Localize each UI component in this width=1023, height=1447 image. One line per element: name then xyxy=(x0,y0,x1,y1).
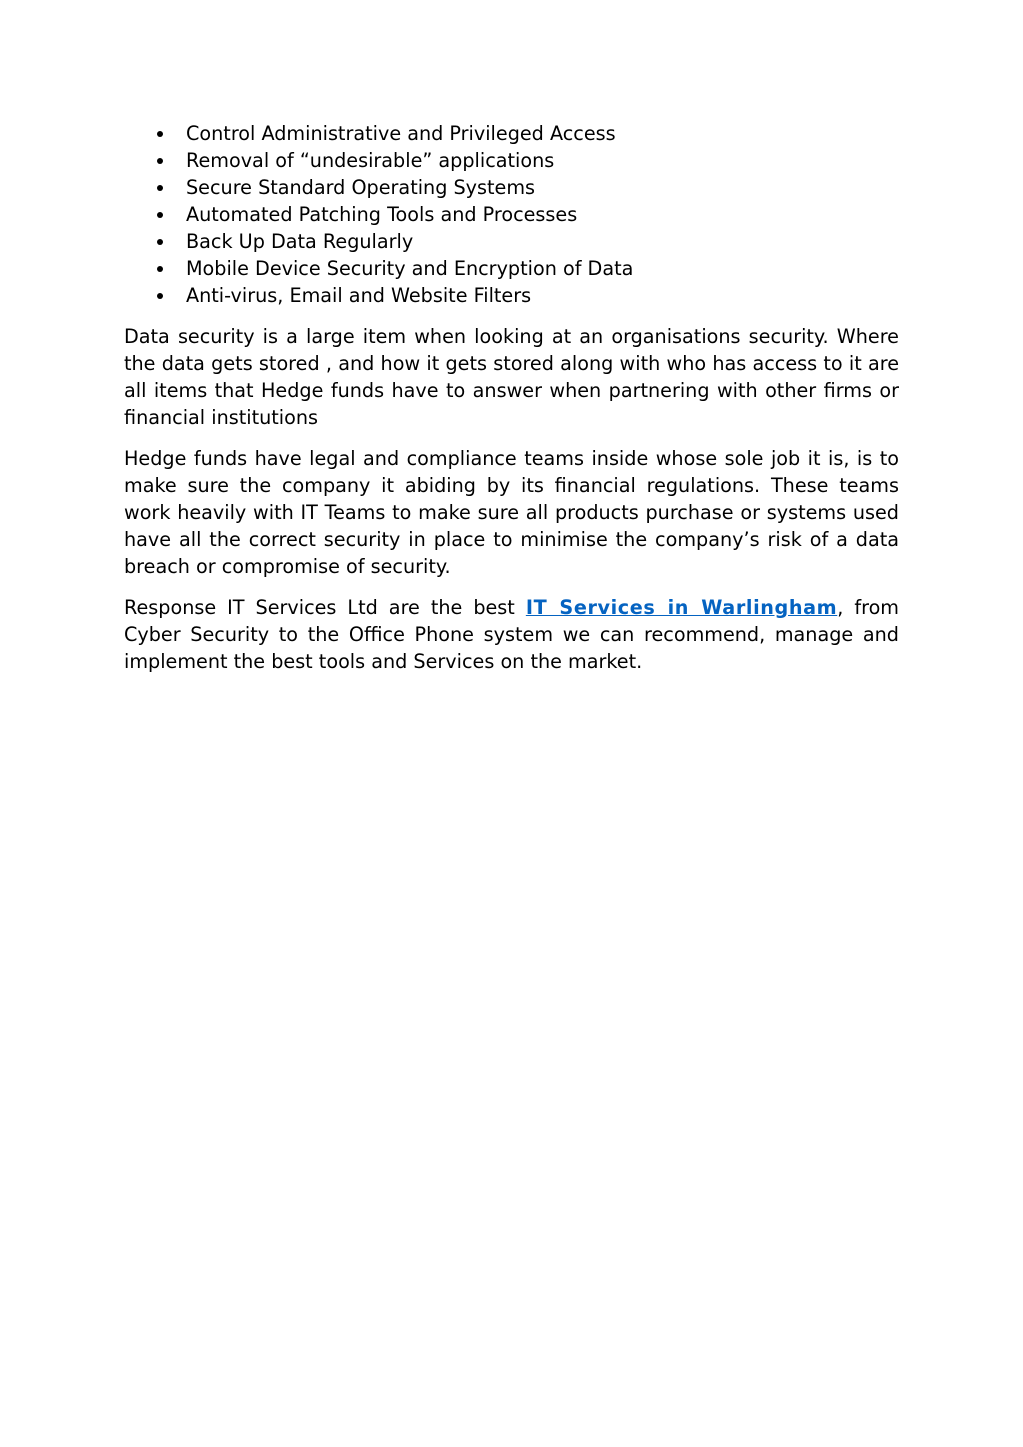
bullet-icon xyxy=(157,131,163,137)
it-services-link[interactable]: IT Services in Warlingham xyxy=(525,596,838,619)
bullet-icon xyxy=(157,239,163,245)
list-item xyxy=(124,201,899,228)
bullet-icon xyxy=(157,293,163,299)
list-item xyxy=(124,174,899,201)
bullet-icon xyxy=(157,266,163,272)
compliance-paragraph: Hedge funds have legal and compliance teams inside whose sole job it is, is to make sure the company it abiding by its financial regulations. These teams work heavily with IT Teams to make sure all products purchase or systems used have all the correct security in place to minimise the company’s risk of a data breach or compromise of security. xyxy=(124,447,899,578)
response-paragraph xyxy=(124,594,899,675)
list-item xyxy=(124,228,899,255)
bullet-icon xyxy=(157,185,163,191)
response-text-after: , from Cyber Security to the Office Phone system we can recommend, manage and implement the best tools and Services on the market. xyxy=(124,596,899,673)
data-security-paragraph: Data security is a large item when looking at an organisations security. Where the data gets stored , and how it gets stored along with who has access to it are all items that Hedge funds have to answer when partnering with other firms or financial institutions xyxy=(124,325,899,429)
list-item-text: Automated Patching Tools and Processes xyxy=(186,203,578,226)
list-item-text: Secure Standard Operating Systems xyxy=(186,176,536,199)
security-measures-list xyxy=(124,120,899,309)
list-item-text: Mobile Device Security and Encryption of Data xyxy=(186,257,634,280)
bullet-icon xyxy=(157,158,163,164)
list-item-text: Control Administrative and Privileged Access xyxy=(186,122,616,145)
list-item xyxy=(124,282,899,309)
bullet-icon xyxy=(157,212,163,218)
list-item xyxy=(124,120,899,147)
list-item-text: Back Up Data Regularly xyxy=(186,230,414,253)
response-text-before: Response IT Services Ltd are the best xyxy=(124,596,526,619)
list-item-text: Anti-virus, Email and Website Filters xyxy=(186,284,532,307)
list-item xyxy=(124,255,899,282)
document-page xyxy=(124,120,899,675)
list-item-text: Removal of “undesirable” applications xyxy=(186,149,555,172)
list-item xyxy=(124,147,899,174)
